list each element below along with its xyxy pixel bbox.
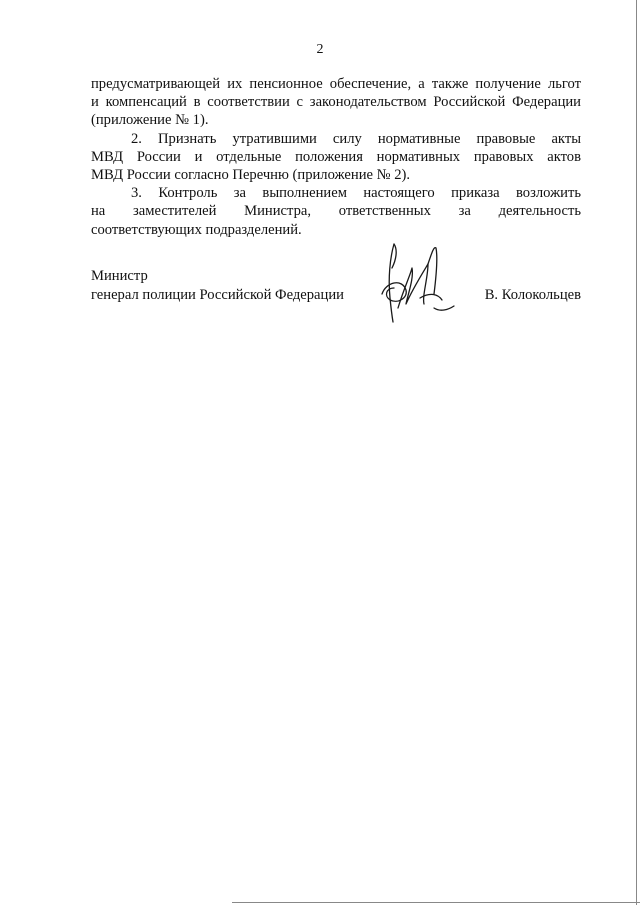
paragraph3-line1: 3. Контроль за выполнением настоящего приказа возложить (131, 185, 581, 202)
page-edge-right (636, 0, 637, 905)
page-edge-bottom (232, 902, 640, 903)
paragraph2-line1: 2. Признать утратившими силу нормативные правовые акты (131, 130, 581, 147)
paragraph3-line3: соответствующих подразделений. (91, 221, 302, 238)
paragraph1-line1: предусматривающей их пенсионное обеспечение, а также получение льгот (91, 76, 581, 92)
handwritten-signature (372, 238, 468, 324)
signer-position: Министр (91, 268, 148, 284)
signer-rank: генерал полиции Российской Федерации (91, 287, 344, 303)
signer-name: В. Колокольцев (484, 287, 581, 303)
paragraph2-line2: МВД России и отдельные положения нормативных правовых актов (91, 148, 581, 165)
paragraph1-line3: (приложение № 1). (91, 112, 209, 129)
paragraph2-line3: МВД России согласно Перечню (приложение № 2). (91, 167, 411, 184)
paragraph1-line2: и компенсаций в соответствии с законодательством Российской Федерации (91, 94, 581, 111)
page-number: 2 (316, 42, 324, 57)
document-body (91, 75, 581, 239)
paragraph3-line2: на заместителей Министра, ответственных за деятельность (91, 203, 581, 220)
